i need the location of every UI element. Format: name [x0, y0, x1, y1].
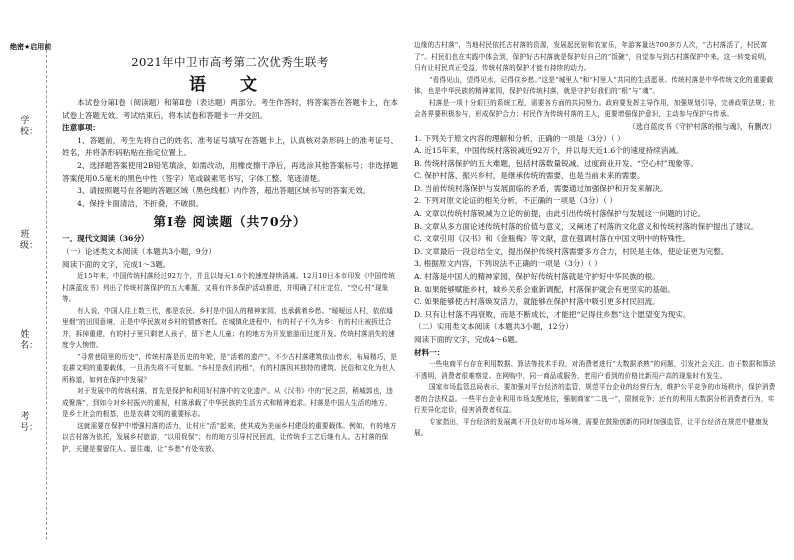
- material-paragraph: 国家市场监管总局表示，要加强对平台经济的监管，规范平台企业的经营行为，维护公平竞争的市场秩序，保护消费者的合法权益。一些平台企业利用市场支配地位，强制商家“二选一”，限制竞争；还有的利用大数据分析消费者行为，实行差异化定价，侵害消费者权益。: [414, 383, 776, 415]
- question-option: B. 传统村落保护的五大难题，包括村落数量锐减、过度商业开发、“空心村”现象等。: [414, 158, 698, 168]
- question-option: B. 如果能够赋能乡村，城乡关系会重新调配，村落保护就会有更坚实的基础。: [414, 284, 675, 294]
- passage-paragraph: 村落是一项十分艰巨的系统工程，需要各方面的共同努力。政府要发挥主导作用，加强规划引导，完善政策法规；社会各界要积极参与，形成保护合力；村民作为传统村落的主人，更要增强保护意识，主动参与保护与传承。: [414, 98, 776, 118]
- question-option: A. 村落是中国人的精神家园，保护好传统村落就是守护好中华民族的根。: [414, 272, 660, 282]
- material-paragraph: 专家指出，平台经济的发展离不开良好的市场环境，需要在鼓励创新的同时加强监管，让平台经济在规范中健康发展。: [414, 417, 769, 438]
- passage-paragraph: 这就需要在保护中增强村落的活力，让村庄“活”起来，使其成为美丽乡村建设的重要载体。例如，有的地方以古村落为依托，发展乡村旅游，“以用促保”；有的地方引导村民回流，让传统手工艺后继有人。古村落的保护，关键是要留住人、留住魂，让“乡愁”有处安放。: [62, 421, 397, 453]
- passage-paragraph: 边缘的古村落”，当地村民依托古村落的资源，发展起民宿和农家乐，年游客量达700多万人次，“古村落活了，村民富了”。村民们也在实践中体会到，保护好古村落就是保护好自己的“饭碗”，自觉参与到古村落保护中来。这一转变说明，只有让村民真正受益，传统村落的保护才能有持续的动力。: [414, 41, 772, 72]
- question-option: D. 只有让村落不再衰败，而是不断成长，才能把“记得住乡愁”这个愿望变为现实。: [414, 309, 691, 319]
- question-option: C. 保护村落、振兴乡村，是继承传统的需要，也是当前未来的需要。: [414, 171, 645, 181]
- subsection-title: （二）实用类文本阅读（本题共3小题，12分）: [414, 322, 573, 332]
- question-3: 3. 根据原文内容，下列说法不正确的一项是（3分）（ ）: [414, 259, 602, 269]
- binding-label-class: 班级：: [20, 230, 39, 251]
- material-label: 材料一：: [414, 347, 445, 357]
- question-option: D. 当前传统村落保护与发展面临的矛盾，需要通过加强保护和开发来解决。: [414, 183, 668, 193]
- binding-label-exam-number: 考号：: [20, 412, 39, 433]
- passage-paragraph: “看得见山，望得见水，记得住乡愁。”这是“城里人”和“村里人”共同的生活愿景。传统村落是中华传统文化的重要载体，也是中华民族的精神家园，保护好传统村落，就是守护好我们的“根”与“魂”。: [414, 75, 774, 95]
- subject-title: 语 文: [189, 75, 271, 95]
- binding-margin: [0, 0, 70, 560]
- passage-paragraph: 有人说，中国人往上数三代，都是农民。乡村是中国人的精神家园，也承载着乡愁。“暧暧远人村，依依墟里烟”的田园意境，正是中华民族对乡村的情感寄托。在城镇化进程中，有的村子不久为乡：有的村庄被拆迁合并，拆掉重建，有的村子里只剩老人孩子，留下老人儿童；有的地方为开发旅游而过度开发。传统村落消失的速度令人惋惜。: [62, 306, 395, 350]
- subsection-title: （一）论述类文本阅读（本题共3小题，9分）: [62, 246, 216, 256]
- question-option: B. 文章从多方面论述传统村落的价值与意义，又阐述了村落的文化意义和传统村落的保护提出了建议。: [414, 221, 759, 231]
- exam-title: 2021年中卫市高考第二次优秀生联考: [131, 55, 329, 69]
- notice-item: 1、答题前，考生先将自己的姓名、准考证号填写在答题卡上，认真核对条形码上的准考证号、姓名，并将条形码粘贴在指定位置上。: [62, 135, 398, 158]
- binding-dashed-line: [46, 40, 47, 540]
- notice-item: 2、选择题答案使用2B铅笔填涂，如需改动，用橡皮擦干净后，再选涂其他答案标号；非选择题答案使用0.5毫米的黑色中性（签字）笔或碳素笔书写，字体工整、笔迹清楚。: [62, 160, 398, 183]
- question-2: 2. 下列对原文论证的相关分析，不正确的一项是（3分）（ ）: [414, 196, 617, 206]
- question-option: A. 文章以传统村落锐减为立论的前提，由此引出传统村落保护与发展这一问题的讨论。: [414, 209, 706, 219]
- question-1: 1. 下列关于原文内容的理解和分析，正确的一项是（3分）（ ）: [414, 133, 625, 143]
- notice-item: 3、请按照题号在各题的答题区域（黑色线框）内作答，超出答题区域书写的答案无效。: [77, 186, 371, 196]
- notice-title: 注意事项：: [62, 123, 100, 133]
- intro-text: 本试卷分第Ⅰ卷（阅读题）和第Ⅱ卷（表达题）两部分。考生作答时，将答案答在答题卡上，在本试卷上答题无效。考试结束后，将本试卷和答题卡一并交回。: [62, 98, 398, 120]
- secret-mark: 绝密★启用前: [10, 43, 52, 51]
- passage-paragraph: 近15年来，中国传统村落经过92万个，并且以每天1.6个的速度持续消减。12月10日本市印发《中国传统村落蓝皮书》列出了传统村落保护的五大难题，又将有许多保护活动推进，并明确了村庄定位，“空心村”现象等。: [62, 272, 395, 304]
- binding-label-name: 姓名：: [20, 330, 39, 351]
- passage-source: （选自蓝皮书《守护村落的根与魂》，有删改）: [628, 121, 776, 131]
- material-paragraph: 一些电商平台存在利用数据、算法等技术手段，对消费者进行“大数据杀熟”的问题，引发社会关注。由于数据和算法不透明，消费者很难察觉。在网购中，同一商品或服务，老用户看到的价格比新用户高的现象时有发生。: [414, 360, 776, 380]
- reading-instruction: 阅读下面的文字，完成4～6题。: [414, 335, 523, 344]
- right-column: [414, 40, 776, 557]
- passage-paragraph: “寻常巷陌里的历史”，传统村落是历史的年轮，是“活着的遗产”。不少古村落建筑依山傍水，布局精巧，是农耕文明的重要载体，一旦消失将不可复制。“乡村是我们的根”，有的村落因其独特的建筑、民俗和文化为世人所称道，如何在保护中发展？: [62, 352, 398, 384]
- part-one-title: 第Ⅰ卷 阅读题（共70分）: [153, 214, 307, 230]
- question-option: D. 文章最后一段总结全文，提出保护传统村落需要多方合力，村民是主体，使论证更为完整。: [414, 246, 729, 256]
- notice-item: 4、保持卡面清洁，不折叠，不破损。: [77, 198, 204, 208]
- passage-paragraph: 对于发展中的传统村落，首先是保护和利用好村落中的文化遗产。从《汉书》中的“民之居，稍城郭也，违成聚落”，到如今对乡村振兴的重视，村落承载了中华民族的生活方式和精神追求。村落是中国人生活的地方，是乡土社会的根基，也是农耕文明的重要标志。: [62, 387, 394, 419]
- question-option: A. 近15年来，中国传统村落锐减近92万个，并以每天近1.6个的速度持续消减。: [414, 146, 684, 156]
- reading-instruction: 阅读下面的文字，完成1～3题。: [62, 259, 171, 269]
- section-title: 一、现代文阅读（36分）: [62, 234, 149, 244]
- question-option: C. 文章引用《汉书》和《金瓶梅》等文献，意在强调村落在中国文明中的特殊性。: [414, 234, 691, 244]
- binding-label-school: 学校：: [20, 116, 39, 137]
- question-option: C. 如果能够使古村落焕发活力，就能够在保护村落中吸引更多村民回流。: [414, 297, 660, 307]
